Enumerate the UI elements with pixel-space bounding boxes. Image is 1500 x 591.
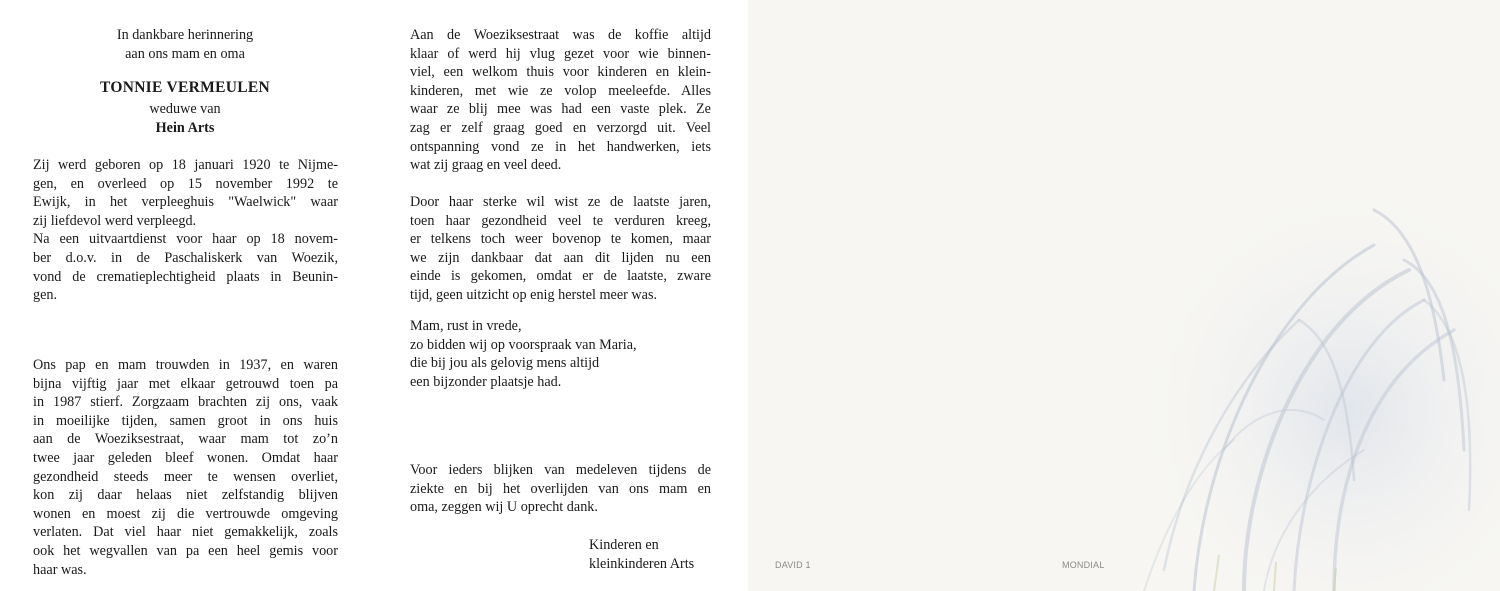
prayer-line: Mam, rust in vrede, (410, 318, 522, 334)
para-line: viel, een welkom thuis voor kinderen en klein- (410, 64, 711, 81)
bio-line: Na een uitvaartdienst voor haar op 18 novem- (33, 231, 338, 248)
story-line: in 1987 stierf. Zorgzaam brachten zij ons, vaak (33, 394, 338, 411)
story-line: aan de Woeziksestraat, waar mam tot zo’n (33, 431, 338, 448)
thanks-line: oma, zeggen wij U oprecht dank. (410, 499, 598, 516)
story-line: verlaten. Dat viel haar niet gemakkelijk, zoals (33, 524, 338, 541)
story-line: twee jaar geleden bleef wonen. Omdat haar (33, 449, 338, 466)
signature (589, 536, 729, 573)
prayer-line: zo bidden wij op voorspraak van Maria, (410, 336, 637, 353)
bio-line: vond de crematieplechtigheid plaats in Beunin- (33, 268, 338, 285)
story-line: ook het wegvallen van pa een heel gemis voor (33, 542, 338, 559)
prayer-verse (410, 317, 711, 391)
deceased-name: TONNIE VERMEULEN (99, 79, 271, 96)
story-line: wonen en moest zij die vertrouwde omgeving (33, 505, 338, 522)
prayer-line: een bijzonder plaatsje had. (410, 373, 562, 390)
biography-paragraph (33, 156, 338, 305)
husband-name: Hein Arts (155, 120, 215, 136)
card-code: DAVID 1 (775, 560, 811, 570)
signature-line: kleinkinderen Arts (589, 555, 695, 572)
thanks-line: ziekte en bij het overlijden van ons mam en (410, 480, 711, 497)
para-line: wat zij graag en veel deed. (410, 157, 562, 174)
grass-illustration (1124, 150, 1500, 591)
coffee-paragraph (410, 26, 711, 175)
dedication-line: In dankbare herinnering (116, 27, 254, 43)
para-line: ontspanning vond ze in het handwerken, iets (410, 138, 711, 155)
para-line: Aan de Woeziksestraat was de koffie altijd (410, 27, 711, 43)
story-line: gezondheid steeds meer te wensen overliet, (33, 468, 338, 485)
brand-label: MONDIAL (1062, 560, 1105, 570)
prayer-line: die bij jou als gelovig mens altijd (410, 355, 600, 372)
para-line: kinderen, met wie ze volop meeleefde. Alles (410, 82, 711, 99)
bio-line: gen, en overleed op 15 november 1992 te (33, 175, 338, 192)
card-inner-spread (0, 0, 748, 591)
bio-line: Ewijk, in het verpleeghuis "Waelwick" waar (33, 194, 338, 211)
para-line: Door haar sterke wil wist ze de laatste jaren, (410, 194, 711, 210)
para-line: tijd, geen uitzicht op enig herstel meer was. (410, 286, 658, 303)
para-line: we zijn dankbaar dat aan dit lijden nu een (410, 249, 711, 266)
para-line: toen haar gezondheid veel te verduren kreeg, (410, 212, 711, 229)
bio-line: zij liefdevol werd verpleegd. (33, 212, 197, 229)
story-line: haar was. (33, 561, 87, 578)
life-story-paragraph (33, 356, 338, 579)
signature-line: Kinderen en (589, 537, 659, 553)
para-line: waar ze blij mee was had een vaste plek. Ze (410, 101, 711, 118)
card-back-cover (748, 0, 1500, 591)
para-line: klaar of werd hij vlug gezet voor wie binnen- (410, 45, 711, 62)
bio-line: Zij werd geboren op 18 januari 1920 te Nijme- (33, 157, 338, 173)
thanks-line: Voor ieders blijken van medeleven tijdens de (410, 462, 711, 478)
dedication-line: aan ons mam en oma (125, 45, 245, 62)
para-line: er telkens toch weer bovenop te komen, maar (410, 231, 711, 248)
story-line: in moeilijke tijden, samen groot in ons huis (33, 412, 338, 429)
story-line: bijna vijftig jaar met elkaar getrouwd toen pa (33, 375, 338, 392)
illness-paragraph (410, 193, 711, 305)
dedication-heading (60, 26, 310, 63)
widow-of-label: weduwe van (149, 101, 221, 117)
para-line: zag er zelf graag goed en verzorgd uit. Veel (410, 119, 711, 136)
bio-line: gen. (33, 287, 58, 304)
story-line: kon zij daar helaas niet zelfstandig blijven (33, 487, 338, 504)
thanks-paragraph (410, 461, 711, 517)
bio-line: ber d.o.v. in de Paschaliskerk van Woezik, (33, 249, 338, 266)
story-line: Ons pap en mam trouwden in 1937, en waren (33, 357, 338, 373)
para-line: einde is gekomen, omdat er de laatste, zware (410, 268, 711, 285)
